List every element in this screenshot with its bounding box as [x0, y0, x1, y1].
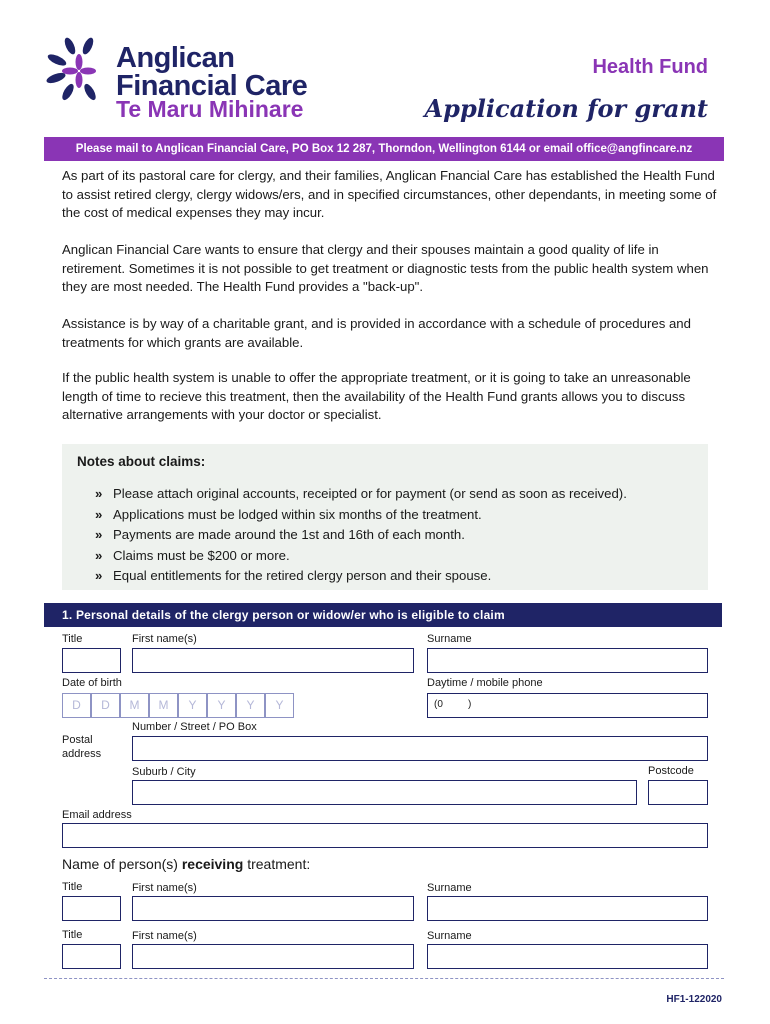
phone-area-close: ) — [468, 699, 472, 710]
phone-field[interactable] — [427, 693, 708, 718]
receiving-heading: Name of person(s) receiving treatment: — [62, 856, 311, 872]
dob-year-3[interactable]: Y — [236, 693, 265, 718]
receiving-title-label-1: Title — [62, 881, 83, 893]
suburb-field[interactable] — [132, 780, 637, 805]
receiving-first-name-label-2: First name(s) — [132, 930, 197, 942]
logo-text-line2: Financial Care — [116, 70, 308, 102]
list-item: » Claims must be $200 or more. — [95, 546, 627, 567]
page-title: Application for grant — [424, 94, 708, 123]
street-label: Number / Street / PO Box — [132, 721, 257, 733]
receiving-first-name-field-2[interactable] — [132, 944, 414, 969]
postcode-field[interactable] — [648, 780, 708, 805]
suburb-label: Suburb / City — [132, 766, 196, 778]
dob-day-1[interactable]: D — [62, 693, 91, 718]
postal-label-1: Postal — [62, 734, 93, 746]
list-item: » Payments are made around the 1st and 16th of each month. — [95, 525, 627, 546]
list-item: » Equal entitlements for the retired clergy person and their spouse. — [95, 566, 627, 587]
surname-field[interactable] — [427, 648, 708, 673]
section-1-header: 1. Personal details of the clergy person or widow/er who is eligible to claim — [44, 603, 722, 627]
bullet-icon: » — [95, 527, 103, 542]
street-field[interactable] — [132, 736, 708, 761]
bullet-icon: » — [95, 568, 103, 583]
dob-label: Date of birth — [62, 677, 122, 689]
dob-month-1[interactable]: M — [120, 693, 149, 718]
dob-year-2[interactable]: Y — [207, 693, 236, 718]
health-fund-heading: Health Fund — [592, 56, 708, 78]
phone-area-open: (0 — [434, 699, 443, 710]
list-item: » Applications must be lodged within six months of the treatment. — [95, 505, 627, 526]
bullet-icon: » — [95, 486, 103, 501]
logo-text-maori: Te Maru Mihinare — [116, 96, 304, 122]
logo-text-line1: Anglican — [116, 42, 235, 74]
email-label: Email address — [62, 809, 132, 821]
phone-label: Daytime / mobile phone — [427, 677, 543, 689]
surname-label: Surname — [427, 633, 472, 645]
email-field[interactable] — [62, 823, 708, 848]
notes-title: Notes about claims: — [77, 454, 206, 469]
notes-list — [95, 484, 627, 587]
title-label: Title — [62, 633, 83, 645]
receiving-first-name-field-1[interactable] — [132, 896, 414, 921]
intro-paragraph-4: If the public health system is unable to offer the appropriate treatment, or it is going to take an unreasonable length of time to recieve this treatment, then the availability of the Health Fund grants allows you to discuss alternative arrangements with your doctor or specialist. — [62, 370, 691, 422]
receiving-first-name-label-1: First name(s) — [132, 882, 197, 894]
dob-day-2[interactable]: D — [91, 693, 120, 718]
receiving-surname-label-2: Surname — [427, 930, 472, 942]
intro-paragraph-2: Anglican Financial Care wants to ensure that clergy and their spouses maintain a good quality of life in retirement. Sometimes it is not possible to get treatment or diagnostic tests from the public health system when they are most needed. The Health Fund provides a "back-up". — [62, 242, 709, 294]
receiving-surname-field-2[interactable] — [427, 944, 708, 969]
intro-paragraph-1: As part of its pastoral care for clergy, and their families, Anglican Fnancial Care has established the Health Fund to assist retired clergy, clergy widows/ers, and in specified circumstances, other dependants, in meeting some of the cost of medical expenses they may incur. — [62, 168, 717, 220]
dob-year-1[interactable]: Y — [178, 693, 207, 718]
cut-line-divider — [44, 978, 724, 979]
postal-label-2: address — [62, 748, 102, 760]
leaf-logo-icon — [44, 36, 114, 106]
dob-year-4[interactable]: Y — [265, 693, 294, 718]
mail-instructions-banner: Please mail to Anglican Financial Care, PO Box 12 287, Thorndon, Wellington 6144 or email office@angfincare.nz — [44, 137, 724, 161]
notes-about-claims — [62, 444, 708, 590]
list-item: » Please attach original accounts, receipted or for payment (or send as soon as received). — [95, 484, 627, 505]
postcode-label: Postcode — [648, 765, 694, 777]
receiving-title-field-1[interactable] — [62, 896, 121, 921]
title-field[interactable] — [62, 648, 121, 673]
receiving-title-field-2[interactable] — [62, 944, 121, 969]
form-code: HF1-122020 — [666, 994, 722, 1005]
bullet-icon: » — [95, 506, 103, 522]
bullet-icon: » — [95, 547, 103, 563]
first-name-field[interactable] — [132, 648, 414, 673]
receiving-title-label-2: Title — [62, 929, 83, 941]
dob-month-2[interactable]: M — [149, 693, 178, 718]
receiving-surname-label-1: Surname — [427, 882, 472, 894]
intro-paragraph-3: Assistance is by way of a charitable grant, and is provided in accordance with a schedule of procedures and treatments for which grants are available. — [62, 316, 691, 350]
first-name-label: First name(s) — [132, 633, 197, 645]
receiving-surname-field-1[interactable] — [427, 896, 708, 921]
logo — [44, 36, 344, 126]
